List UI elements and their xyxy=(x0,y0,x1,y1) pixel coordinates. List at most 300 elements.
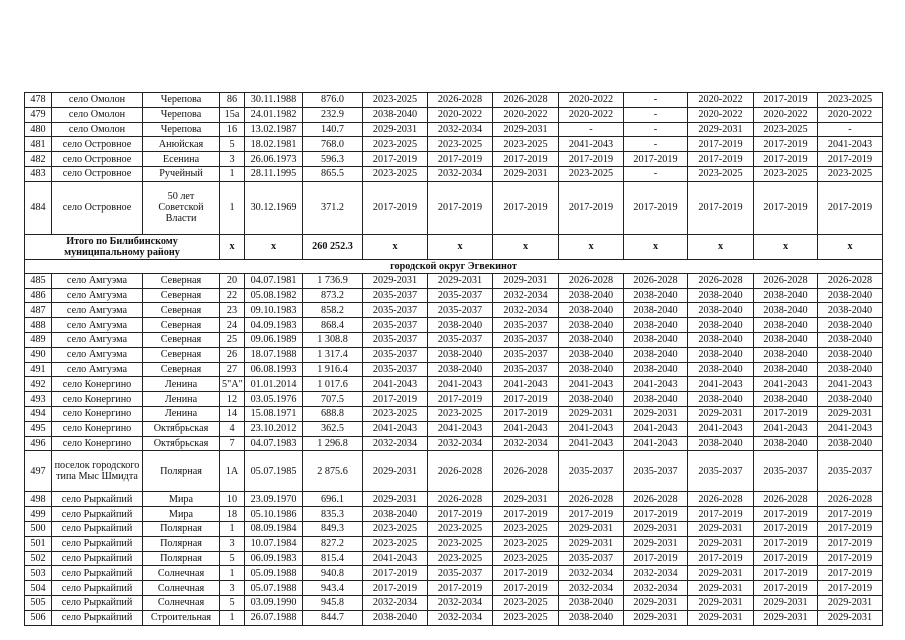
area-cell: 815.4 xyxy=(303,551,363,566)
street-cell: Октябрьская xyxy=(143,421,220,436)
period-cell: - xyxy=(624,122,688,137)
period-cell: 2026-2028 xyxy=(688,492,754,507)
period-cell: 2017-2019 xyxy=(428,181,493,234)
total-cell: x xyxy=(688,234,754,259)
period-cell: 2032-2034 xyxy=(624,581,688,596)
period-cell: 2017-2019 xyxy=(818,507,883,522)
period-cell: 2026-2028 xyxy=(428,93,493,108)
table-row xyxy=(25,318,883,333)
period-cell: 2017-2019 xyxy=(754,507,818,522)
period-cell: 2029-2031 xyxy=(624,521,688,536)
table-row xyxy=(25,273,883,288)
period-cell: 2035-2037 xyxy=(754,451,818,492)
period-cell: 2029-2031 xyxy=(428,273,493,288)
period-cell: 2017-2019 xyxy=(559,181,624,234)
row-number: 505 xyxy=(25,595,52,610)
period-cell: 2023-2025 xyxy=(363,521,428,536)
area-cell: 596.3 xyxy=(303,152,363,167)
total-cell: x xyxy=(428,234,493,259)
period-cell: 2041-2043 xyxy=(688,377,754,392)
row-number: 481 xyxy=(25,137,52,152)
period-cell: 2038-2040 xyxy=(818,318,883,333)
table-row xyxy=(25,610,883,625)
period-cell: 2035-2037 xyxy=(624,451,688,492)
area-cell: 1 017.6 xyxy=(303,377,363,392)
table-row xyxy=(25,406,883,421)
date-cell: 05.07.1985 xyxy=(245,451,303,492)
settlement-cell: село Рыркайпий xyxy=(52,551,143,566)
date-cell: 03.09.1990 xyxy=(245,595,303,610)
period-cell: 2038-2040 xyxy=(624,303,688,318)
period-cell: 2035-2037 xyxy=(428,288,493,303)
period-cell: 2032-2034 xyxy=(363,595,428,610)
period-cell: 2041-2043 xyxy=(624,421,688,436)
period-cell: 2029-2031 xyxy=(624,595,688,610)
period-cell: 2029-2031 xyxy=(688,595,754,610)
period-cell: 2038-2040 xyxy=(688,318,754,333)
table-row xyxy=(25,137,883,152)
period-cell: 2020-2022 xyxy=(688,93,754,108)
table-row xyxy=(25,166,883,181)
street-cell: Мира xyxy=(143,492,220,507)
table-row xyxy=(25,581,883,596)
period-cell: 2017-2019 xyxy=(493,507,559,522)
row-number: 496 xyxy=(25,436,52,451)
area-cell: 1 296.8 xyxy=(303,436,363,451)
street-cell: Полярная xyxy=(143,451,220,492)
period-cell: 2038-2040 xyxy=(754,288,818,303)
period-cell: 2038-2040 xyxy=(428,318,493,333)
row-number: 491 xyxy=(25,362,52,377)
table-section-egvekinot-2 xyxy=(25,492,883,625)
period-cell: 2038-2040 xyxy=(818,288,883,303)
area-cell: 876.0 xyxy=(303,93,363,108)
period-cell: 2017-2019 xyxy=(624,507,688,522)
period-cell: 2038-2040 xyxy=(754,392,818,407)
street-cell: Анюйская xyxy=(143,137,220,152)
street-cell: Ручейный xyxy=(143,166,220,181)
period-cell: 2038-2040 xyxy=(754,332,818,347)
house-number-cell: 86 xyxy=(220,93,245,108)
street-cell: Северная xyxy=(143,273,220,288)
period-cell: 2038-2040 xyxy=(688,362,754,377)
period-cell: 2017-2019 xyxy=(363,152,428,167)
period-cell: 2023-2025 xyxy=(754,122,818,137)
period-cell: 2041-2043 xyxy=(818,137,883,152)
area-cell: 873.2 xyxy=(303,288,363,303)
period-cell: 2017-2019 xyxy=(624,551,688,566)
settlement-cell: село Омолон xyxy=(52,107,143,122)
period-cell: 2023-2025 xyxy=(428,137,493,152)
period-cell: 2038-2040 xyxy=(754,347,818,362)
table-row xyxy=(25,332,883,347)
area-cell: 2 875.6 xyxy=(303,451,363,492)
period-cell: - xyxy=(818,122,883,137)
period-cell: 2029-2031 xyxy=(818,610,883,625)
period-cell: 2017-2019 xyxy=(363,181,428,234)
period-cell: - xyxy=(624,137,688,152)
period-cell: 2035-2037 xyxy=(493,332,559,347)
house-number-cell: 7 xyxy=(220,436,245,451)
period-cell: 2038-2040 xyxy=(818,392,883,407)
period-cell: 2041-2043 xyxy=(559,377,624,392)
period-cell: 2041-2043 xyxy=(363,421,428,436)
settlement-cell: село Омолон xyxy=(52,122,143,137)
date-cell: 05.07.1988 xyxy=(245,581,303,596)
date-cell: 30.12.1969 xyxy=(245,181,303,234)
period-cell: 2017-2019 xyxy=(559,507,624,522)
period-cell: 2029-2031 xyxy=(754,595,818,610)
period-cell: 2029-2031 xyxy=(688,610,754,625)
district-header: городской округ Эгвекинот xyxy=(25,259,883,273)
period-cell: 2035-2037 xyxy=(363,288,428,303)
period-cell: 2029-2031 xyxy=(363,122,428,137)
street-cell: Строительная xyxy=(143,610,220,625)
row-number: 488 xyxy=(25,318,52,333)
period-cell: 2029-2031 xyxy=(688,406,754,421)
date-cell: 05.09.1988 xyxy=(245,566,303,581)
period-cell: 2017-2019 xyxy=(818,521,883,536)
total-cell: x xyxy=(220,234,245,259)
date-cell: 23.09.1970 xyxy=(245,492,303,507)
house-number-cell: 3 xyxy=(220,152,245,167)
house-number-cell: 12 xyxy=(220,392,245,407)
row-number: 487 xyxy=(25,303,52,318)
settlement-cell: село Омолон xyxy=(52,93,143,108)
period-cell: 2026-2028 xyxy=(493,451,559,492)
period-cell: 2041-2043 xyxy=(493,377,559,392)
row-number: 495 xyxy=(25,421,52,436)
table-row xyxy=(25,152,883,167)
date-cell: 03.05.1976 xyxy=(245,392,303,407)
period-cell: 2035-2037 xyxy=(493,362,559,377)
period-cell: 2017-2019 xyxy=(754,566,818,581)
area-cell: 140.7 xyxy=(303,122,363,137)
row-number: 506 xyxy=(25,610,52,625)
period-cell: 2029-2031 xyxy=(688,536,754,551)
period-cell: 2017-2019 xyxy=(688,551,754,566)
period-cell: 2032-2034 xyxy=(428,595,493,610)
total-cell: x xyxy=(559,234,624,259)
house-number-cell: 3 xyxy=(220,536,245,551)
row-number: 501 xyxy=(25,536,52,551)
settlement-cell: поселок городского типа Мыс Шмидта xyxy=(52,451,143,492)
period-cell: 2029-2031 xyxy=(688,566,754,581)
settlement-cell: село Конергино xyxy=(52,421,143,436)
period-cell: 2029-2031 xyxy=(493,492,559,507)
period-cell: 2017-2019 xyxy=(493,181,559,234)
house-number-cell: 5 xyxy=(220,595,245,610)
date-cell: 28.11.1995 xyxy=(245,166,303,181)
period-cell: 2035-2037 xyxy=(688,451,754,492)
date-cell: 01.01.2014 xyxy=(245,377,303,392)
period-cell: 2026-2028 xyxy=(818,273,883,288)
period-cell: 2038-2040 xyxy=(624,288,688,303)
period-cell: 2023-2025 xyxy=(493,595,559,610)
period-cell: 2017-2019 xyxy=(493,581,559,596)
table-row xyxy=(25,288,883,303)
period-cell: 2017-2019 xyxy=(818,152,883,167)
house-number-cell: 1 xyxy=(220,610,245,625)
period-cell: 2038-2040 xyxy=(559,610,624,625)
period-cell: 2038-2040 xyxy=(818,362,883,377)
period-cell: 2041-2043 xyxy=(624,436,688,451)
period-cell: 2026-2028 xyxy=(818,492,883,507)
period-cell: 2017-2019 xyxy=(818,551,883,566)
period-cell: 2026-2028 xyxy=(559,492,624,507)
period-cell: 2023-2025 xyxy=(818,93,883,108)
period-cell: 2017-2019 xyxy=(688,507,754,522)
period-cell: 2023-2025 xyxy=(493,536,559,551)
area-cell: 371.2 xyxy=(303,181,363,234)
period-cell: 2035-2037 xyxy=(428,566,493,581)
period-cell: 2017-2019 xyxy=(493,566,559,581)
settlement-cell: село Рыркайпий xyxy=(52,610,143,625)
table-row xyxy=(25,536,883,551)
period-cell: 2038-2040 xyxy=(559,347,624,362)
period-cell: 2017-2019 xyxy=(363,566,428,581)
street-cell: Северная xyxy=(143,362,220,377)
date-cell: 26.06.1973 xyxy=(245,152,303,167)
house-number-cell: 10 xyxy=(220,492,245,507)
period-cell: 2023-2025 xyxy=(428,551,493,566)
period-cell: 2017-2019 xyxy=(818,566,883,581)
street-cell: Черепова xyxy=(143,107,220,122)
period-cell: 2023-2025 xyxy=(363,93,428,108)
street-cell: Полярная xyxy=(143,551,220,566)
period-cell: 2029-2031 xyxy=(559,406,624,421)
date-cell: 18.07.1988 xyxy=(245,347,303,362)
area-cell: 1 736.9 xyxy=(303,273,363,288)
date-cell: 04.07.1981 xyxy=(245,273,303,288)
street-cell: Солнечная xyxy=(143,595,220,610)
settlement-cell: село Островное xyxy=(52,152,143,167)
table-row xyxy=(25,507,883,522)
house-number-cell: 5"А" xyxy=(220,377,245,392)
date-cell: 08.09.1984 xyxy=(245,521,303,536)
settlement-cell: село Рыркайпий xyxy=(52,566,143,581)
row-number: 498 xyxy=(25,492,52,507)
period-cell: 2020-2022 xyxy=(818,107,883,122)
period-cell: 2017-2019 xyxy=(754,137,818,152)
row-number: 485 xyxy=(25,273,52,288)
street-cell: Октябрьская xyxy=(143,436,220,451)
house-number-cell: 1 xyxy=(220,166,245,181)
row-number: 490 xyxy=(25,347,52,362)
date-cell: 30.11.1988 xyxy=(245,93,303,108)
date-cell: 06.08.1993 xyxy=(245,362,303,377)
period-cell: - xyxy=(624,93,688,108)
period-cell: 2023-2025 xyxy=(363,137,428,152)
street-cell: 50 лет Советской Власти xyxy=(143,181,220,234)
period-cell: 2035-2037 xyxy=(363,303,428,318)
area-cell: 696.1 xyxy=(303,492,363,507)
period-cell: 2038-2040 xyxy=(818,332,883,347)
table-row xyxy=(25,595,883,610)
table-row xyxy=(25,107,883,122)
row-number: 492 xyxy=(25,377,52,392)
settlement-cell: село Островное xyxy=(52,166,143,181)
street-cell: Северная xyxy=(143,318,220,333)
row-number: 479 xyxy=(25,107,52,122)
settlement-cell: село Конергино xyxy=(52,436,143,451)
period-cell: 2038-2040 xyxy=(428,362,493,377)
settlement-cell: село Амгуэма xyxy=(52,273,143,288)
house-number-cell: 14 xyxy=(220,406,245,421)
table-section-484 xyxy=(25,181,883,273)
period-cell: 2035-2037 xyxy=(559,551,624,566)
row-number: 494 xyxy=(25,406,52,421)
house-number-cell: 24 xyxy=(220,318,245,333)
period-cell: 2029-2031 xyxy=(559,536,624,551)
table-row xyxy=(25,392,883,407)
period-cell: 2032-2034 xyxy=(428,166,493,181)
period-cell: 2038-2040 xyxy=(688,332,754,347)
period-cell: 2017-2019 xyxy=(754,581,818,596)
period-cell: 2038-2040 xyxy=(363,107,428,122)
period-cell: 2038-2040 xyxy=(818,303,883,318)
period-cell: 2029-2031 xyxy=(493,122,559,137)
period-cell: 2017-2019 xyxy=(688,152,754,167)
row-number: 484 xyxy=(25,181,52,234)
house-number-cell: 15а xyxy=(220,107,245,122)
period-cell: 2020-2022 xyxy=(428,107,493,122)
settlement-cell: село Конергино xyxy=(52,392,143,407)
settlement-cell: село Рыркайпий xyxy=(52,507,143,522)
area-cell: 1 317.4 xyxy=(303,347,363,362)
total-label: Итого по Билибинскому муниципальному району xyxy=(25,234,220,259)
period-cell: 2023-2025 xyxy=(818,166,883,181)
period-cell: 2035-2037 xyxy=(493,318,559,333)
period-cell: 2041-2043 xyxy=(559,436,624,451)
settlement-cell: село Рыркайпий xyxy=(52,595,143,610)
period-cell: 2026-2028 xyxy=(754,492,818,507)
street-cell: Ленина xyxy=(143,377,220,392)
period-cell: 2029-2031 xyxy=(624,610,688,625)
period-cell: 2035-2037 xyxy=(363,332,428,347)
period-cell: 2023-2025 xyxy=(493,551,559,566)
period-cell: 2035-2037 xyxy=(363,362,428,377)
period-cell: 2026-2028 xyxy=(493,93,559,108)
period-cell: 2029-2031 xyxy=(559,521,624,536)
period-cell: 2017-2019 xyxy=(754,406,818,421)
period-cell: 2026-2028 xyxy=(559,273,624,288)
row-number: 489 xyxy=(25,332,52,347)
period-cell: 2017-2019 xyxy=(818,536,883,551)
area-cell: 1 916.4 xyxy=(303,362,363,377)
period-cell: 2038-2040 xyxy=(559,318,624,333)
period-cell: 2017-2019 xyxy=(754,93,818,108)
period-cell: 2020-2022 xyxy=(688,107,754,122)
period-cell: 2038-2040 xyxy=(754,318,818,333)
period-cell: 2017-2019 xyxy=(754,551,818,566)
total-row xyxy=(25,234,883,259)
house-number-cell: 16 xyxy=(220,122,245,137)
street-cell: Северная xyxy=(143,288,220,303)
period-cell: 2029-2031 xyxy=(624,406,688,421)
table-section-bilibino xyxy=(25,93,883,182)
area-cell: 835.3 xyxy=(303,507,363,522)
date-cell: 09.10.1983 xyxy=(245,303,303,318)
area-cell: 707.5 xyxy=(303,392,363,407)
settlement-cell: село Амгуэма xyxy=(52,288,143,303)
period-cell: 2023-2025 xyxy=(428,521,493,536)
period-cell: 2026-2028 xyxy=(688,273,754,288)
area-cell: 865.5 xyxy=(303,166,363,181)
table-row xyxy=(25,551,883,566)
period-cell: 2038-2040 xyxy=(624,318,688,333)
total-cell: x xyxy=(754,234,818,259)
period-cell: 2017-2019 xyxy=(754,152,818,167)
period-cell: 2038-2040 xyxy=(363,507,428,522)
period-cell: 2041-2043 xyxy=(559,421,624,436)
period-cell: 2035-2037 xyxy=(363,347,428,362)
period-cell: - xyxy=(624,166,688,181)
period-cell: 2029-2031 xyxy=(754,610,818,625)
period-cell: 2032-2034 xyxy=(428,610,493,625)
period-cell: 2032-2034 xyxy=(559,581,624,596)
area-cell: 827.2 xyxy=(303,536,363,551)
period-cell: 2020-2022 xyxy=(493,107,559,122)
street-cell: Мира xyxy=(143,507,220,522)
settlement-cell: село Рыркайпий xyxy=(52,581,143,596)
period-cell: 2029-2031 xyxy=(688,122,754,137)
house-number-cell: 23 xyxy=(220,303,245,318)
table-section-egvekinot-1 xyxy=(25,273,883,451)
house-number-cell: 1 xyxy=(220,566,245,581)
area-cell: 688.8 xyxy=(303,406,363,421)
period-cell: 2017-2019 xyxy=(688,137,754,152)
table-row xyxy=(25,347,883,362)
period-cell: 2017-2019 xyxy=(428,581,493,596)
settlement-cell: село Островное xyxy=(52,181,143,234)
settlement-cell: село Амгуэма xyxy=(52,303,143,318)
period-cell: 2029-2031 xyxy=(363,451,428,492)
row-number: 500 xyxy=(25,521,52,536)
street-cell: Черепова xyxy=(143,122,220,137)
period-cell: 2035-2037 xyxy=(363,318,428,333)
period-cell: 2041-2043 xyxy=(754,421,818,436)
table-row xyxy=(25,303,883,318)
table-row xyxy=(25,93,883,108)
period-cell: 2032-2034 xyxy=(428,122,493,137)
street-cell: Северная xyxy=(143,347,220,362)
area-cell: 844.7 xyxy=(303,610,363,625)
period-cell: 2041-2043 xyxy=(363,377,428,392)
street-cell: Ленина xyxy=(143,406,220,421)
period-cell: 2017-2019 xyxy=(493,406,559,421)
period-cell: 2020-2022 xyxy=(559,93,624,108)
period-cell: 2032-2034 xyxy=(624,566,688,581)
total-cell: x xyxy=(493,234,559,259)
period-cell: 2041-2043 xyxy=(428,377,493,392)
row-number: 493 xyxy=(25,392,52,407)
total-cell: x xyxy=(363,234,428,259)
period-cell: 2035-2037 xyxy=(493,347,559,362)
period-cell: 2023-2025 xyxy=(493,610,559,625)
period-cell: 2023-2025 xyxy=(493,521,559,536)
table-row xyxy=(25,436,883,451)
date-cell: 10.07.1984 xyxy=(245,536,303,551)
date-cell: 23.10.2012 xyxy=(245,421,303,436)
house-number-cell: 5 xyxy=(220,551,245,566)
period-cell: 2017-2019 xyxy=(493,152,559,167)
period-cell: 2017-2019 xyxy=(624,181,688,234)
period-cell: 2038-2040 xyxy=(754,436,818,451)
period-cell: 2023-2025 xyxy=(754,166,818,181)
period-cell: 2017-2019 xyxy=(559,152,624,167)
period-cell: 2023-2025 xyxy=(363,166,428,181)
